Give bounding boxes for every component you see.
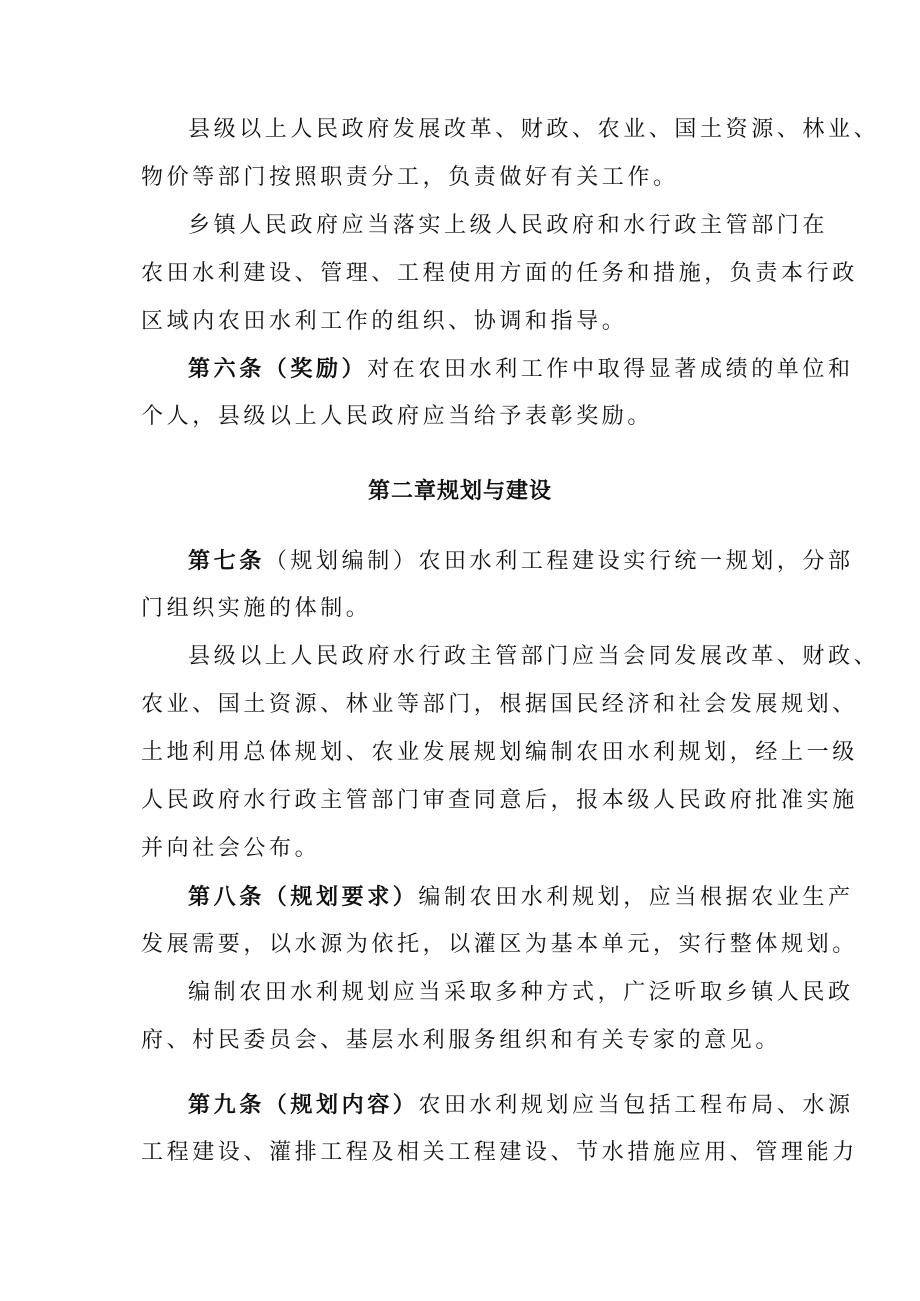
article-6-title: 第六条（奖励） bbox=[188, 356, 368, 382]
line-text: 农业、国土资源、林业等部门，根据国民经济和社会发展规划、 bbox=[141, 692, 858, 717]
line-text: 府、村民委员会、基层水利服务组织和有关专家的意见。 bbox=[141, 1028, 782, 1053]
article-9-title: 第九条（规划内容） bbox=[188, 1092, 419, 1118]
line-text: 并向社会公布。 bbox=[141, 836, 321, 861]
article-8-line bbox=[0, 882, 920, 913]
line-text: 乡镇人民政府应当落实上级人民政府和水行政主管部门在 bbox=[188, 213, 829, 238]
line-text: 门组织实施的体制。 bbox=[141, 596, 372, 621]
line-text: 农田水利规划应当包括工程布局、水源 bbox=[418, 1093, 854, 1118]
paragraph-line bbox=[0, 978, 920, 1008]
paragraph-line bbox=[0, 211, 920, 241]
paragraph-line bbox=[0, 1138, 920, 1168]
paragraph-line bbox=[0, 930, 920, 960]
article-6-line bbox=[0, 354, 920, 385]
line-text: 县级以上人民政府水行政主管部门应当会同发展改革、财政、 bbox=[188, 644, 880, 669]
paragraph-line bbox=[0, 594, 920, 624]
paragraph-line bbox=[0, 642, 920, 672]
article-7-title: 第七条 bbox=[188, 548, 265, 574]
line-text: 物价等部门按照职责分工，负责做好有关工作。 bbox=[141, 165, 679, 190]
line-text: 土地利用总体规划、农业发展规划编制农田水利规划，经上一级 bbox=[141, 740, 858, 765]
paragraph-line bbox=[0, 163, 920, 193]
line-text: 工程建设、灌排工程及相关工程建设、节水措施应用、管理能力 bbox=[141, 1140, 858, 1165]
line-text: 编制农田水利规划，应当根据农业生产 bbox=[418, 885, 854, 910]
paragraph-line bbox=[0, 307, 920, 337]
line-text: 个人，县级以上人民政府应当给予表彰奖励。 bbox=[141, 404, 654, 429]
paragraph-line bbox=[0, 115, 920, 145]
paragraph-line bbox=[0, 402, 920, 432]
paragraph-line bbox=[0, 834, 920, 864]
chapter-title: 第二章规划与建设 bbox=[367, 478, 552, 504]
article-7-line bbox=[0, 546, 920, 577]
line-text: 对在农田水利工作中取得显著成绩的单位和 bbox=[367, 357, 854, 382]
line-text: 农田水利建设、管理、工程使用方面的任务和措施，负责本行政 bbox=[141, 261, 858, 286]
paragraph-line bbox=[0, 1026, 920, 1056]
chapter-heading bbox=[0, 476, 920, 506]
line-text: 区域内农田水利工作的组织、协调和指导。 bbox=[141, 309, 628, 334]
paragraph-line bbox=[0, 786, 920, 816]
line-text: 人民政府水行政主管部门审查同意后，报本级人民政府批准实施 bbox=[141, 788, 858, 813]
line-text: 发展需要，以水源为依托，以灌区为基本单元，实行整体规划。 bbox=[141, 932, 858, 957]
paragraph-line bbox=[0, 690, 920, 720]
paragraph-line bbox=[0, 259, 920, 289]
article-9-line bbox=[0, 1090, 920, 1121]
line-text: 县级以上人民政府发展改革、财政、农业、国土资源、林业、 bbox=[188, 117, 880, 142]
line-text: 编制农田水利规划应当采取多种方式，广泛听取乡镇人民政 bbox=[188, 980, 854, 1005]
line-text: （规划编制）农田水利工程建设实行统一规划，分部 bbox=[264, 549, 854, 574]
article-8-title: 第八条（规划要求） bbox=[188, 884, 419, 910]
paragraph-line bbox=[0, 738, 920, 768]
